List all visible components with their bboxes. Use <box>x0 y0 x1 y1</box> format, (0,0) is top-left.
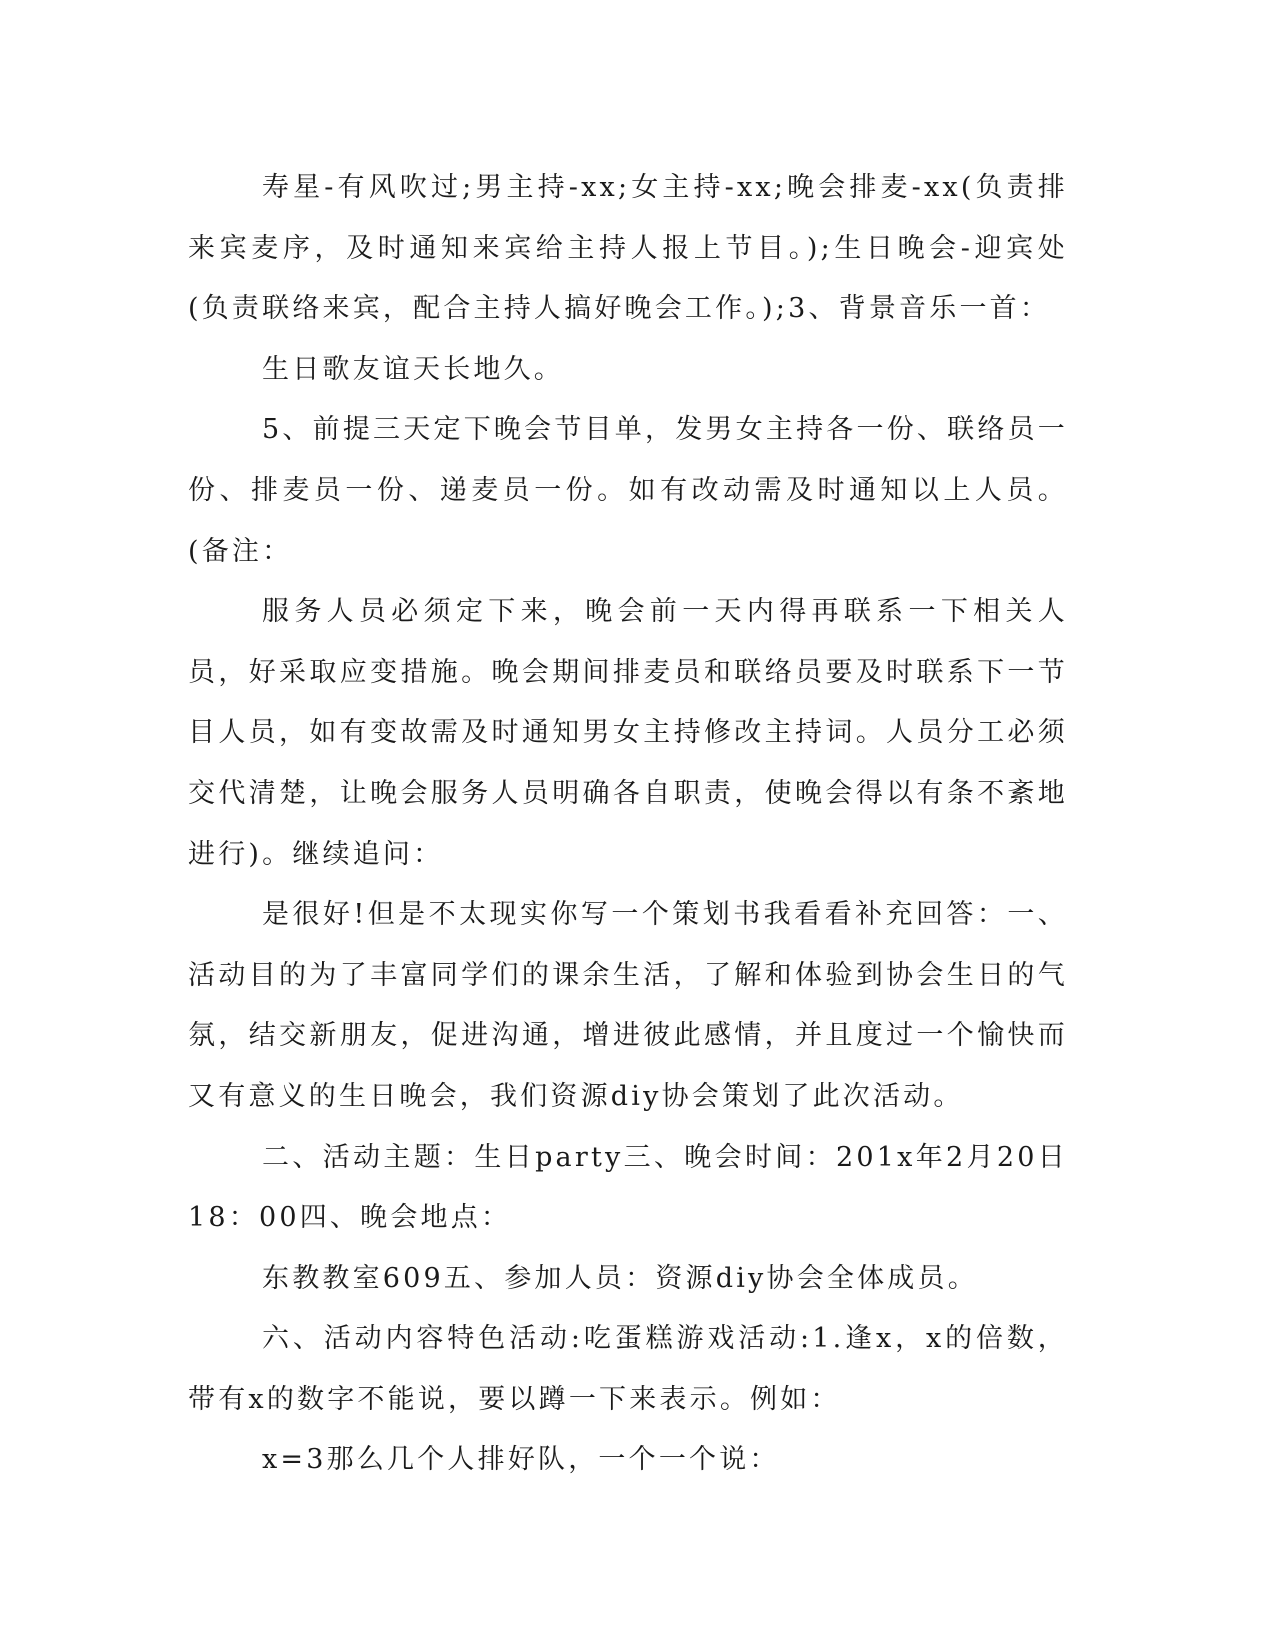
paragraph-purpose: 是很好!但是不太现实你写一个策划书我看看补充回答：一、活动目的为了丰富同学们的课余生活，了解和体验到协会生日的气氛，结交新朋友，促进沟通，增进彼此感情，并且度过一个愉快而又有意义的生日晚会，我们资源diy协会策划了此次活动。 <box>188 899 1068 1112</box>
paragraph-song: 生日歌友谊天长地久。 <box>262 353 564 385</box>
paragraph-location: 东教教室609五、参加人员：资源diy协会全体成员。 <box>262 1262 978 1294</box>
paragraph-theme-time: 二、活动主题：生日party三、晚会时间：201x年2月20日18：00四、晚会地点： <box>188 1141 1068 1234</box>
paragraph-example: x=3那么几个人排好队，一个一个说： <box>262 1444 780 1476</box>
paragraph-service-staff: 服务人员必须定下来，晚会前一天内得再联系一下相关人员，好采取应变措施。晚会期间排麦员和联络员要及时联系下一节目人员，如有变故需及时通知男女主持修改主持词。人员分工必须交代清楚，让晚会服务人员明确各自职责，使晚会得以有条不紊地进行)。继续追问： <box>188 596 1068 870</box>
paragraph-hosts: 寿星-有风吹过;男主持-xx;女主持-xx;晚会排麦-xx(负责排来宾麦序，及时通知来宾给主持人报上节目。);生日晚会-迎宾处(负责联络来宾，配合主持人搞好晚会工作。);3、背景音乐一首： <box>188 172 1068 325</box>
paragraph-activities: 六、活动内容特色活动:吃蛋糕游戏活动:1.逢x，x的倍数，带有x的数字不能说，要以蹲一下来表示。例如： <box>188 1323 1068 1415</box>
document-body <box>188 158 1068 1491</box>
paragraph-program-list: 5、前提三天定下晚会节目单，发男女主持各一份、联络员一份、排麦员一份、递麦员一份。如有改动需及时通知以上人员。(备注： <box>188 414 1068 567</box>
